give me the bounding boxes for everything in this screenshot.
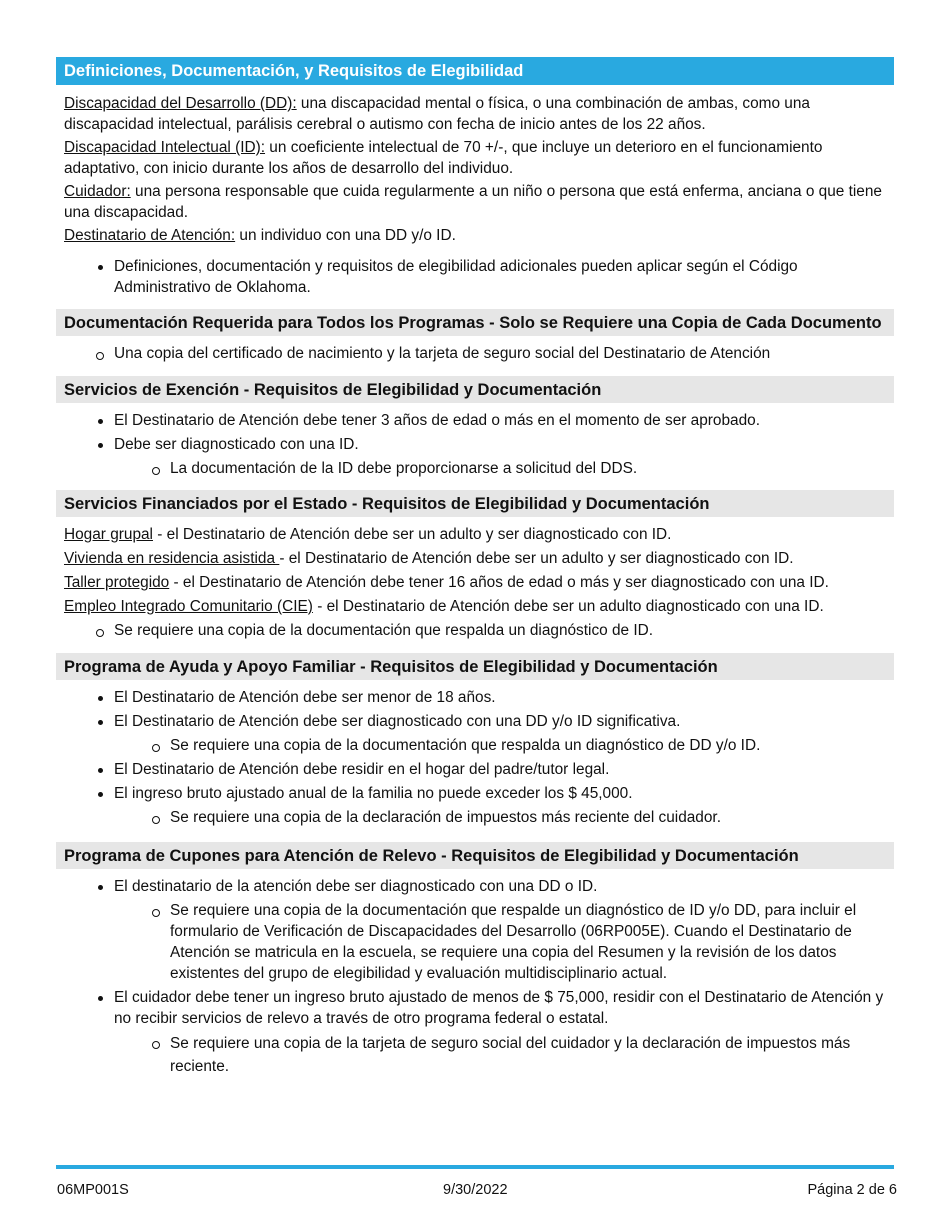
list-item: Definiciones, documentación y requisitos de elegibilidad adicionales pueden aplicar según el Código Administrativo de Oklahoma. — [56, 256, 894, 298]
section-title-required-docs: Documentación Requerida para Todos los Programas - Solo se Requiere una Copia de Cada Documento — [56, 309, 894, 336]
footer-page-number: Página 2 de 6 — [807, 1182, 897, 1198]
definition-term: Cuidador: — [64, 183, 131, 200]
list-item: El Destinatario de Atención debe tener 3 años de edad o más en el momento de ser aprobado. — [56, 410, 894, 431]
list-item: Se requiere una copia de la documentación que respalda un diagnóstico de ID. — [56, 620, 894, 641]
footer-form-id: 06MP001S — [57, 1182, 129, 1198]
state-item-sheltered-workshop: Taller protegido - el Destinatario de Atención debe tener 16 años de edad o más y ser diagnosticado con una ID. — [64, 574, 829, 591]
definition-term: Discapacidad del Desarrollo (DD): — [64, 95, 297, 112]
section-title-exemption: Servicios de Exención - Requisitos de Elegibilidad y Documentación — [56, 376, 894, 403]
footer-divider — [56, 1165, 894, 1169]
section-title-definitions: Definiciones, Documentación, y Requisitos de Elegibilidad — [56, 57, 894, 85]
list-item: Se requiere una copia de la declaración de impuestos más reciente del cuidador. — [56, 807, 894, 828]
item-term: Vivienda en residencia asistida — [64, 550, 280, 567]
state-item-assisted-living: Vivienda en residencia asistida - el Destinatario de Atención debe ser un adulto y ser diagnosticado con ID. — [64, 550, 794, 567]
list-item: La documentación de la ID debe proporcionarse a solicitud del DDS. — [56, 458, 894, 479]
list-item: El Destinatario de Atención debe residir en el hogar del padre/tutor legal. — [56, 759, 894, 780]
item-term: Empleo Integrado Comunitario (CIE) — [64, 598, 313, 615]
definition-dd: Discapacidad del Desarrollo (DD): una discapacidad mental o física, o una combinación de ambas, como una discapacidad intelectual, parálisis cerebral o autismo con fecha de inicio antes de los 22 años. — [64, 95, 810, 133]
definition-term: Discapacidad Intelectual (ID): — [64, 139, 266, 156]
section-title-family-support: Programa de Ayuda y Apoyo Familiar - Requisitos de Elegibilidad y Documentación — [56, 653, 894, 680]
state-item-cie: Empleo Integrado Comunitario (CIE) - el Destinatario de Atención debe ser un adulto diagnosticado con una ID. — [64, 598, 824, 615]
list-item: Se requiere una copia de la tarjeta de seguro social del cuidador y la declaración de impuestos más reciente. — [56, 1032, 894, 1078]
definition-term: Destinatario de Atención: — [64, 227, 236, 244]
state-item-group-home: Hogar grupal - el Destinatario de Atención debe ser un adulto y ser diagnosticado con ID. — [64, 526, 672, 543]
section-title-state-funded: Servicios Financiados por el Estado - Requisitos de Elegibilidad y Documentación — [56, 490, 894, 517]
definition-id: Discapacidad Intelectual (ID): un coeficiente intelectual de 70 +/-, que incluye un deterioro en el funcionamiento adaptativo, con inicio durante los años de desarrollo del individuo. — [64, 139, 823, 177]
list-item: Se requiere una copia de la documentación que respalda un diagnóstico de DD y/o ID. — [56, 735, 894, 756]
list-item: Se requiere una copia de la documentación que respalde un diagnóstico de ID y/o DD, para incluir el formulario de Verificación de Discapacidades del Desarrollo (06RP005E). Cuando el Destinatario de Atención se matricula en la escuela, se requiere una copia del Resumen y la revisión de los datos existentes del grupo de elegibilidad y evaluación multidisciplinario actual. — [56, 900, 894, 984]
list-item: El ingreso bruto ajustado anual de la familia no puede exceder los $ 45,000. — [56, 783, 894, 804]
list-item: El Destinatario de Atención debe ser menor de 18 años. — [56, 687, 894, 708]
list-item: Debe ser diagnosticado con una ID. — [56, 434, 894, 455]
footer-date: 9/30/2022 — [443, 1182, 508, 1198]
list-item: El destinatario de la atención debe ser diagnosticado con una DD o ID. — [56, 876, 894, 897]
section-title-respite: Programa de Cupones para Atención de Relevo - Requisitos de Elegibilidad y Documentación — [56, 842, 894, 869]
list-item: Una copia del certificado de nacimiento y la tarjeta de seguro social del Destinatario de Atención — [56, 343, 894, 364]
list-item: El Destinatario de Atención debe ser diagnosticado con una DD y/o ID significativa. — [56, 711, 894, 732]
item-term: Taller protegido — [64, 574, 170, 591]
definition-recipient: Destinatario de Atención: un individuo con una DD y/o ID. — [64, 227, 456, 244]
document-page — [56, 57, 894, 1078]
item-term: Hogar grupal — [64, 526, 153, 543]
list-item: El cuidador debe tener un ingreso bruto ajustado de menos de $ 75,000, residir con el Destinatario de Atención y no recibir servicios de relevo a través de otro programa federal o estatal. — [56, 987, 894, 1029]
definition-caregiver: Cuidador: una persona responsable que cuida regularmente a un niño o persona que está enferma, anciana o que tiene una discapacidad. — [64, 183, 882, 221]
